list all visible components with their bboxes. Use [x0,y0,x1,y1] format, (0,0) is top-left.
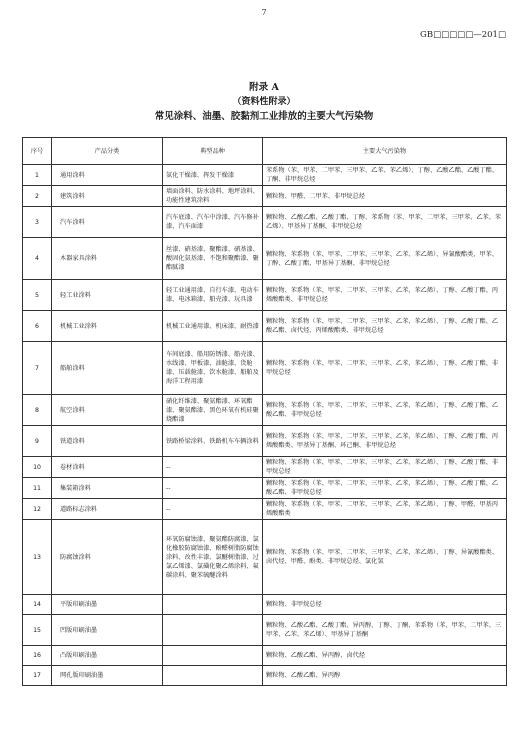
row-main-pollutants: 颗粒物、苯系物（苯、甲苯、二甲苯、三甲苯、乙苯、苯乙烯）、丁醇、乙酸丁酯、丙烯酸酯类、非甲烷总烃 [263,280,507,311]
row-typical-products: 车间底漆、船用防锈漆、船壳漆、水线漆、甲板漆、油舱漆、货舱漆、压载舱漆、饮水舱漆、船舶及海洋工程用漆 [163,342,263,395]
row-typical-products [163,666,263,686]
row-category: 建筑涂料 [52,186,163,207]
row-main-pollutants: 颗粒物、乙酸乙酯、异丙醇、卤代烃 [263,646,507,666]
row-category: 凸版印刷油墨 [52,646,163,666]
row-typical-products: 硝化纤维漆、聚氨酯漆、环氧酯漆、聚氨酯漆、黑色环氧有机硅聚烧酯漆 [163,395,263,426]
row-category: 航空涂料 [52,395,163,426]
row-typical-products: 机械工业通用漆、机床漆、耐热漆 [163,311,263,342]
table-row [23,311,507,342]
table-row [23,457,507,478]
table-row [23,499,507,520]
table-row [23,186,507,207]
row-number: 12 [23,499,52,520]
row-main-pollutants: 颗粒物、苯系物（苯、甲苯、二甲苯、三甲苯、乙苯、苯乙烯）、丁醇、乙酸丁酯、乙酸乙酯、非甲烷总烃 [263,395,507,426]
row-typical-products: 汽车底漆、汽车中涂漆、汽车修补漆、汽车面漆 [163,207,263,238]
pollutants-table [22,137,507,686]
row-main-pollutants: 颗粒物、苯系物（苯、甲苯、二甲苯、三甲苯、乙苯、苯乙烯）、丁醇、异氰酸酯类、卤代烃、甲醛、酚类、非甲烷总烃、氯化氢 [263,520,507,595]
annex-title-block [0,80,528,124]
row-number: 4 [23,238,52,280]
header-typical: 典型品种 [163,138,263,165]
row-typical-products: 铁路桥梁涂料、铁路机车车辆涂料 [163,426,263,457]
row-category: 道路标志涂料 [52,499,163,520]
row-typical-products: -- [163,457,263,478]
header-category: 产品分类 [52,138,163,165]
row-number: 2 [23,186,52,207]
row-number: 14 [23,595,52,615]
row-typical-products: 丝漆、硝基漆、聚酯漆、硝基漆、酸固化氨基漆、不饱和聚酯漆、聚酯腻漆 [163,238,263,280]
table-row [23,280,507,311]
row-main-pollutants: 颗粒物、苯系物（苯、甲苯、二甲苯、三甲苯、乙苯、苯乙烯）、丁醇、乙酸丁酯、乙酸乙酯、非甲烷总烃 [263,478,507,499]
table-row [23,165,507,186]
table-row [23,615,507,646]
annex-type: （资料性附录） [232,97,296,107]
row-category: 船舶涂料 [52,342,163,395]
row-typical-products: -- [163,478,263,499]
row-category: 木器家具涂料 [52,238,163,280]
row-main-pollutants: 颗粒物、乙酸乙酯、异丙醇 [263,666,507,686]
row-main-pollutants: 颗粒物、苯系物（苯、甲苯、二甲苯、三甲苯、乙苯、苯乙烯）、丁醇、乙酸丁酯、丙烯酸酯类、甲基异丁基酮、环己酮、非甲烷总烃 [263,426,507,457]
header-pollutants: 主要大气污染物 [263,138,507,165]
row-main-pollutants: 颗粒物、苯系物（苯、甲苯、二甲苯、三甲苯、乙苯、苯乙烯）、异氰酸酯类、甲苯、丁醇、乙酸丁酯、甲基异丁基酮、非甲烷总烃 [263,238,507,280]
table-row [23,478,507,499]
row-category: 集装箱涂料 [52,478,163,499]
table-row [23,395,507,426]
row-number: 6 [23,311,52,342]
annex-heading: 常见涂料、油墨、胶黏剂工业排放的主要大气污染物 [154,111,374,122]
row-main-pollutants: 颗粒物、苯系物（苯、甲苯、二甲苯、三甲苯、乙苯、苯乙烯）、丁醇、乙酸丁酯、乙酸乙酯、卤代烃、丙烯酸酯类、非甲烷总烃 [263,311,507,342]
row-number: 11 [23,478,52,499]
page-number: 7 [261,8,267,17]
row-number: 1 [23,165,52,186]
row-main-pollutants: 颗粒物、非甲烷总烃 [263,595,507,615]
table-row [23,238,507,280]
header-no: 序号 [23,138,52,165]
table-row [23,520,507,595]
row-main-pollutants: 颗粒物、苯系物（苯、甲苯、二甲苯、三甲苯、乙苯、苯乙烯）、丁醇、甲醛、甲基丙烯酸酯类 [263,499,507,520]
row-main-pollutants: 颗粒物、苯系物（苯、甲苯、二甲苯、三甲苯、乙苯、苯乙烯）、丁醇、乙酸丁酯、非甲烷总烃 [263,342,507,395]
row-typical-products [163,615,263,646]
row-number: 9 [23,426,52,457]
table-row [23,666,507,686]
table-row [23,207,507,238]
row-main-pollutants: 颗粒物、甲醛、二甲苯、非甲烷总烃 [263,186,507,207]
row-main-pollutants: 苯系物（苯、甲苯、二甲苯、三甲苯、乙苯、苯乙烯）、丁醇、乙酸乙酯、乙酸丁酯、丁酮、非甲烷总烃 [263,165,507,186]
row-typical-products [163,595,263,615]
row-typical-products: 氨化干燥漆、挥发干燥漆 [163,165,263,186]
row-typical-products: -- [163,499,263,520]
row-number: 10 [23,457,52,478]
row-main-pollutants: 颗粒物、乙酸乙酯、乙酸丁酯、丁醇、苯系物（苯、甲苯、二甲苯、三甲苯、乙苯、苯乙烯）、甲基异丁基酮、非甲烷总烃 [263,207,507,238]
table-header-row [23,138,507,165]
row-number: 8 [23,395,52,426]
row-number: 13 [23,520,52,595]
standard-code: GB□□□□□—201□ [420,30,506,40]
row-typical-products: 轻工业通用漆、自行车漆、电动车漆、电冰箱漆、船壳漆、玩具漆 [163,280,263,311]
row-typical-products [163,646,263,666]
table-body [23,165,507,686]
row-number: 16 [23,646,52,666]
table-row [23,342,507,395]
row-category: 平版印刷油墨 [52,595,163,615]
row-category: 防腐蚀涂料 [52,520,163,595]
row-number: 17 [23,666,52,686]
table-row [23,595,507,615]
table-row [23,646,507,666]
row-typical-products: 墙面涂料、防水涂料、地坪涂料、功能性建筑涂料 [163,186,263,207]
row-category: 网孔版印刷油墨 [52,666,163,686]
row-category: 汽车涂料 [52,207,163,238]
row-category: 卷材涂料 [52,457,163,478]
row-category: 铁道涂料 [52,426,163,457]
annex-title: 附录 A [249,82,279,93]
row-number: 5 [23,280,52,311]
row-number: 3 [23,207,52,238]
row-number: 7 [23,342,52,395]
row-main-pollutants: 颗粒物、乙酸乙酯、乙酸丁酯、异丙醇、丁醇、丁酮、苯系物（苯、甲苯、二甲苯、三甲苯、乙苯、苯乙烯）、甲基异丁基酮 [263,615,507,646]
row-category: 凹版印刷油墨 [52,615,163,646]
row-category: 轻工业涂料 [52,280,163,311]
table-row [23,426,507,457]
row-number: 15 [23,615,52,646]
row-category: 机械工业涂料 [52,311,163,342]
row-category: 通用涂料 [52,165,163,186]
row-typical-products: 环氧防腐蚀漆、聚氨酯防腐漆、氯化橡胶防腐蚀漆、酚醛树脂防腐蚀涂料、改性丰漆、氯醚树脂漆、过氯乙烯漆、氯磺化聚乙烯涂料、氟碳涂料、聚苯硫醚涂料 [163,520,263,595]
row-main-pollutants: 颗粒物、苯系物（苯、甲苯、二甲苯、三甲苯、乙苯、苯乙烯）、丁醇、乙酸丁酯、非甲烷总烃 [263,457,507,478]
